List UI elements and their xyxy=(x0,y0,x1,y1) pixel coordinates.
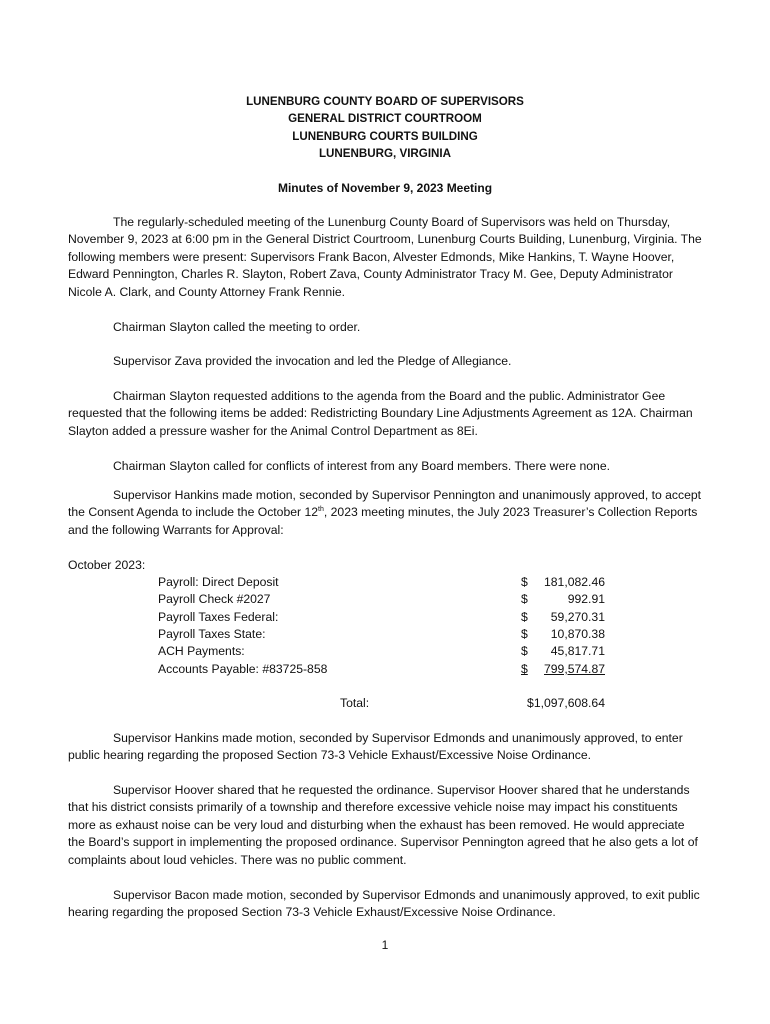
paragraph-agenda-additions: Chairman Slayton requested additions to the agenda from the Board and the public. Administrator Gee requested that the following items be added: Redistricting Boundary Line Adjustments Agreement as 12A. Chairman Slayton added a pressure washer for the Animal Control Department as 8Ei. xyxy=(68,389,693,438)
warrant-amount: 10,870.38 xyxy=(550,627,605,641)
paragraph-invocation: Supervisor Zava provided the invocation and led the Pledge of Allegiance. xyxy=(113,354,512,368)
paragraph-hoover-comments: Supervisor Hoover shared that he requested the ordinance. Supervisor Hoover shared that he understands that his district consists primarily of a township and therefore excessive vehicle noise may impact his constituents more as exhaust noise can be very loud and disturbing when the exhaust has been removed. He would appreciate the Board’s support in implementing the proposed ordinance. Supervisor Pennington agreed that he also gets a lot of complaints about loud vehicles. There was no public comment. xyxy=(68,783,698,867)
paragraph-enter-public-hearing: Supervisor Hankins made motion, seconded by Supervisor Edmonds and unanimously approved, to enter public hearing regarding the proposed Section 73-3 Vehicle Exhaust/Excessive Noise Ordinance. xyxy=(68,731,683,763)
warrant-row xyxy=(158,661,605,678)
document-header xyxy=(0,93,770,163)
warrant-total-label: Total: xyxy=(340,696,370,710)
ordinal-suffix: th xyxy=(318,506,324,514)
warrant-period-label: October 2023: xyxy=(68,558,146,572)
minutes-title: Minutes of November 9, 2023 Meeting xyxy=(277,181,493,195)
warrant-currency: $ xyxy=(521,592,528,606)
paragraph-consent-agenda xyxy=(68,487,704,539)
warrant-currency: $ xyxy=(521,575,528,589)
warrant-currency: $ xyxy=(521,610,528,624)
consent-text-start: Supervisor Hankins made motion, seconded by Supervisor Pennington and unanimously approved, to accept the Consent Agenda to include the October 12 xyxy=(68,488,702,520)
warrant-label: ACH Payments: xyxy=(158,644,245,658)
warrant-row xyxy=(158,574,605,591)
warrant-currency: $ xyxy=(521,627,528,641)
paragraph-call-to-order: Chairman Slayton called the meeting to order. xyxy=(113,320,361,334)
paragraph-conflicts: Chairman Slayton called for conflicts of interest from any Board members. There were none. xyxy=(113,459,610,473)
warrant-label: Payroll Check #2027 xyxy=(158,592,271,606)
warrant-currency: $ xyxy=(521,644,528,658)
paragraph-attendance: The regularly-scheduled meeting of the Lunenburg County Board of Supervisors was held on Thursday, November 9, 2023 at 6:00 pm in the General District Courtroom, Lunenburg Courts Building, Lunenburg, Virginia. The following members were present: Supervisors Frank Bacon, Alvester Edmonds, Mike Hankins, T. Wayne Hoover, Edward Pennington, Charles R. Slayton, Robert Zava, County Administrator Tracy M. Gee, Deputy Administrator Nicole A. Clark, and County Attorney Frank Rennie. xyxy=(68,215,702,299)
warrant-amount: 59,270.31 xyxy=(550,610,605,624)
warrant-row xyxy=(158,591,605,608)
warrant-row xyxy=(158,643,605,660)
warrant-row xyxy=(158,609,605,626)
warrant-amount: 799,574.87 xyxy=(544,662,605,676)
warrant-amount: 992.91 xyxy=(567,592,605,606)
warrant-label: Payroll: Direct Deposit xyxy=(158,575,279,589)
header-line-county-board: LUNENBURG COUNTY BOARD OF SUPERVISORS xyxy=(246,95,524,108)
warrant-label: Accounts Payable: #83725-858 xyxy=(158,662,328,676)
warrant-label: Payroll Taxes Federal: xyxy=(158,610,279,624)
consent-text-end: , 2023 meeting minutes, the July 2023 Treasurer’s Collection Reports and the following Warrants for Approval: xyxy=(68,505,698,537)
paragraph-exit-public-hearing: Supervisor Bacon made motion, seconded by Supervisor Edmonds and unanimously approved, to exit public hearing regarding the proposed Section 73-3 Vehicle Exhaust/Excessive Noise Ordinance. xyxy=(68,888,700,920)
warrant-currency: $ xyxy=(521,662,528,676)
header-line-courts-building: LUNENBURG COURTS BUILDING xyxy=(292,129,478,143)
page-number: 1 xyxy=(381,938,389,952)
warrant-amount: 181,082.46 xyxy=(544,575,605,589)
warrant-row xyxy=(158,626,605,643)
warrant-total-amount: $1,097,608.64 xyxy=(527,696,605,710)
warrant-amount: 45,817.71 xyxy=(550,644,605,658)
header-line-courtroom: GENERAL DISTRICT COURTROOM xyxy=(288,112,482,126)
warrant-label: Payroll Taxes State: xyxy=(158,627,266,641)
header-line-location: LUNENBURG, VIRGINIA xyxy=(318,147,452,161)
